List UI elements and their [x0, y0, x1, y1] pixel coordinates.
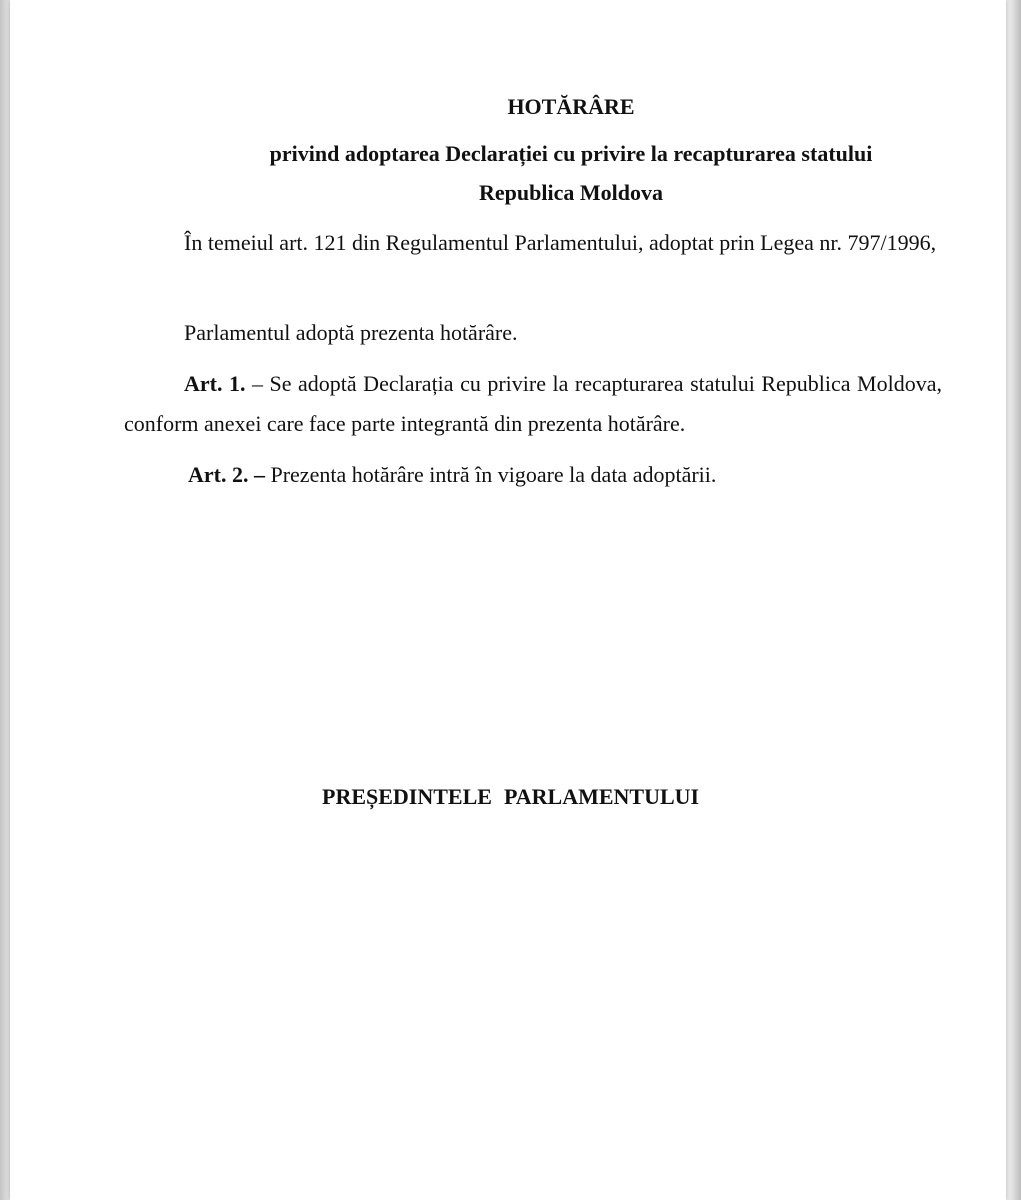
document-subtitle-line-2: Republica Moldova: [479, 180, 663, 205]
article-1-label: Art. 1.: [184, 371, 246, 396]
document-title: HOTĂRÂRE: [507, 94, 635, 119]
signature-title-word-2: PARLAMENTULUI: [503, 784, 700, 809]
document-page: [10, 0, 1006, 1200]
article-2-text: Prezenta hotărâre intră în vigoare la data adoptării.: [264, 462, 717, 487]
article-2-label: Art. 2. –: [188, 462, 265, 487]
paragraph-legal-basis: În temeiul art. 121 din Regulamentul Parlamentului, adoptat prin Legea nr. 797/1996,: [184, 230, 937, 255]
article-1: [124, 364, 942, 444]
signature-title-word-1: PREȘEDINTELE: [322, 784, 492, 809]
signature-block: [322, 782, 699, 812]
article-1-text: – Se adoptă Declarația cu privire la recapturarea statului Republica Moldova, conform anexei care face parte integrantă din prezenta hotărâre.: [124, 371, 942, 436]
paragraph-adoption: Parlamentul adoptă prezenta hotărâre.: [184, 320, 518, 345]
document-subtitle-line-1: privind adoptarea Declarației cu privire la recapturarea statului: [269, 141, 873, 166]
article-2: [124, 455, 942, 495]
